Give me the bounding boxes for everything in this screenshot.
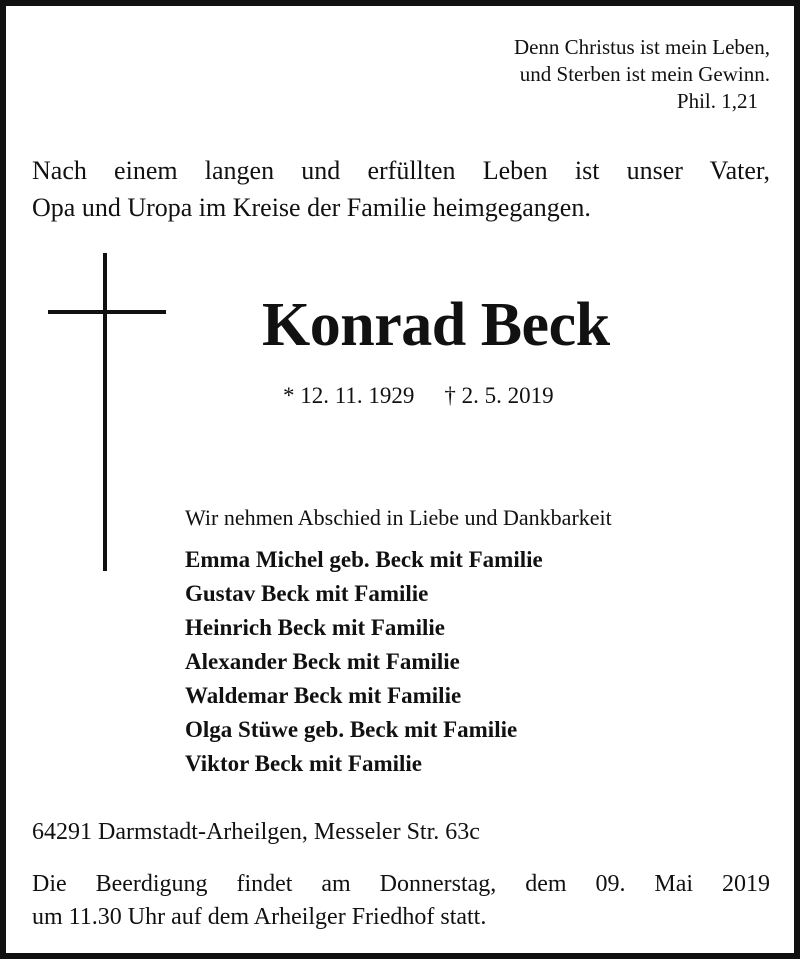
cross-icon <box>103 253 107 571</box>
family-member: Olga Stüwe geb. Beck mit Familie <box>185 717 518 742</box>
family-member: Viktor Beck mit Familie <box>185 751 422 776</box>
bible-quote <box>514 34 770 115</box>
death-date: † 2. 5. 2019 <box>444 383 554 408</box>
funeral-line: um 11.30 Uhr auf dem Arheilger Friedhof statt. <box>32 904 487 930</box>
life-dates <box>283 383 554 409</box>
family-list <box>185 543 543 781</box>
farewell-text: Wir nehmen Abschied in Liebe und Dankbarkeit <box>185 505 612 530</box>
intro-line: Nach einem langen und erfüllten Leben ist unser Vater, <box>32 156 770 185</box>
intro-line: Opa und Uropa im Kreise der Familie heimgegangen. <box>32 193 591 222</box>
quote-reference: Phil. 1,21 <box>676 89 758 113</box>
intro-text <box>32 152 770 226</box>
family-member: Heinrich Beck mit Familie <box>185 615 445 640</box>
quote-line: Denn Christus ist mein Leben, <box>513 35 770 59</box>
cross-icon-bar <box>48 310 166 314</box>
funeral-line: Die Beerdigung findet am Donnerstag, dem 09. Mai 2019 <box>32 871 770 897</box>
family-member: Emma Michel geb. Beck mit Familie <box>185 547 543 572</box>
birth-date: * 12. 11. 1929 <box>283 383 415 408</box>
family-member: Waldemar Beck mit Familie <box>185 683 462 708</box>
funeral-info <box>32 868 770 934</box>
quote-line: und Sterben ist mein Gewinn. <box>519 62 770 86</box>
family-member: Gustav Beck mit Familie <box>185 581 429 606</box>
family-member: Alexander Beck mit Familie <box>185 649 460 674</box>
address: 64291 Darmstadt-Arheilgen, Messeler Str. 63c <box>32 819 480 845</box>
deceased-name: Konrad Beck <box>262 291 610 359</box>
